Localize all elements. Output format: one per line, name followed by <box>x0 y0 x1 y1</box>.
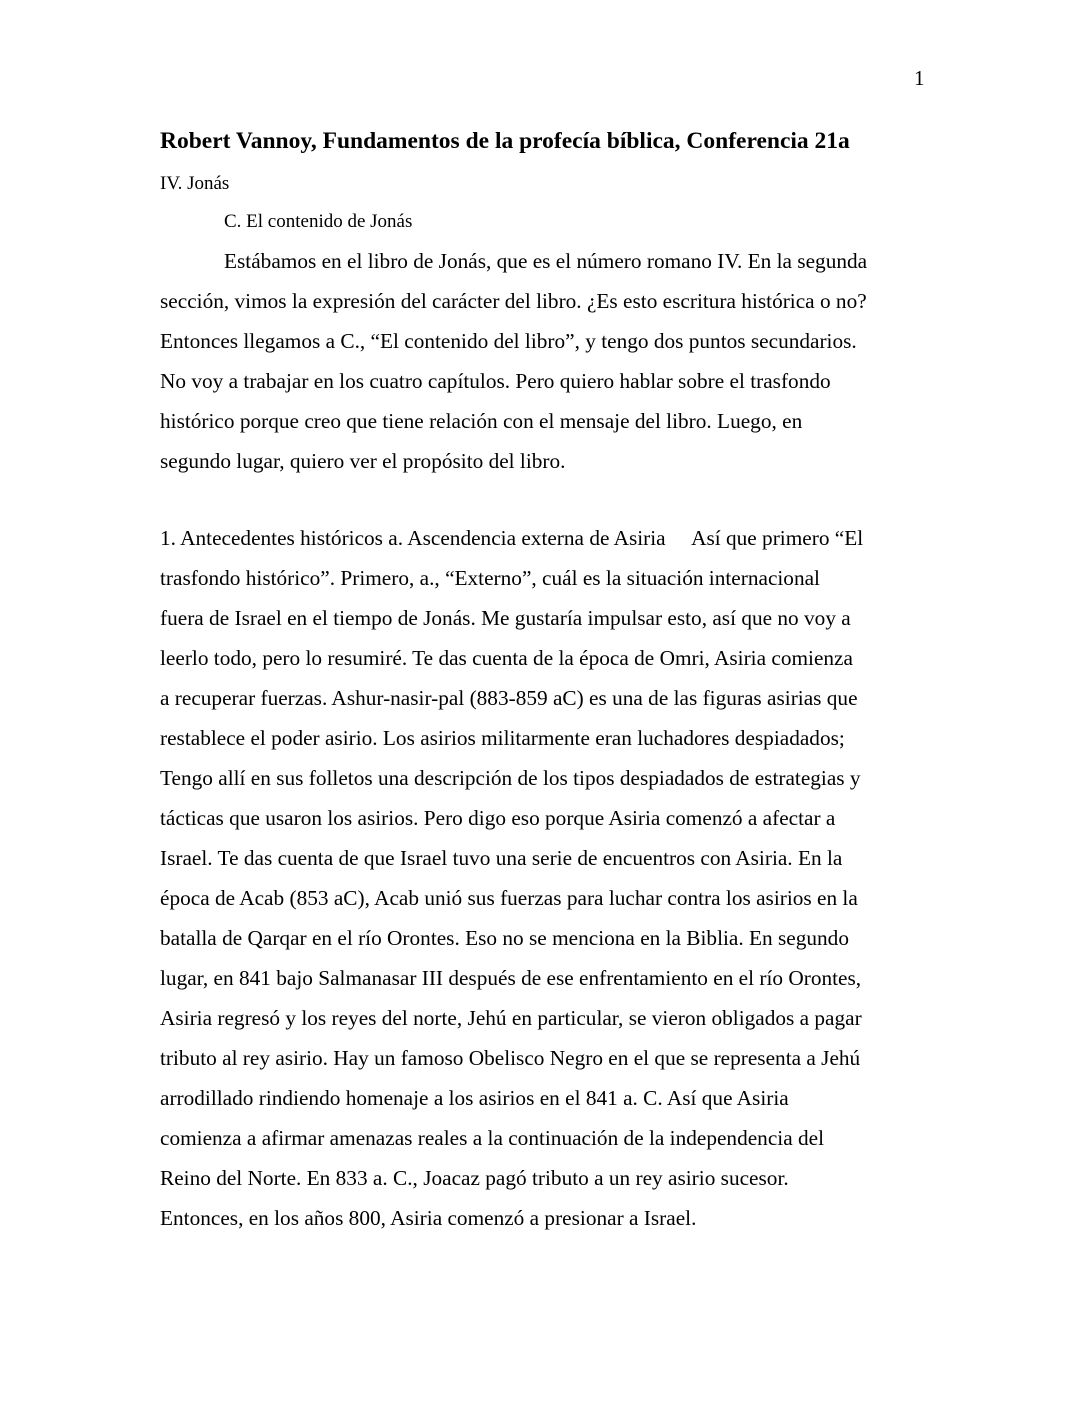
text-line: época de Acab (853 aC), Acab unió sus fuerzas para luchar contra los asirios en la <box>160 886 858 910</box>
text-line: Entonces, en los años 800, Asiria comenzó a presionar a Israel. <box>160 1206 697 1230</box>
text-line: tácticas que usaron los asirios. Pero digo eso porque Asiria comenzó a afectar a <box>160 806 836 830</box>
paragraph-historical-background <box>160 518 928 1238</box>
text-line: a recuperar fuerzas. Ashur-nasir-pal (883-859 aC) es una de las figuras asirias que <box>160 686 858 710</box>
text-line: 1. Antecedentes históricos a. Ascendencia externa de Asiria Así que primero “El <box>160 526 864 550</box>
text-line: Entonces llegamos a C., “El contenido del libro”, y tengo dos puntos secundarios. <box>160 329 857 353</box>
text-line: arrodillado rindiendo homenaje a los asirios en el 841 a. C. Así que Asiria <box>160 1086 789 1110</box>
section-heading: IV. Jonás <box>160 173 230 194</box>
text-line: fuera de Israel en el tiempo de Jonás. Me gustaría impulsar esto, así que no voy a <box>160 606 851 630</box>
text-line: sección, vimos la expresión del carácter del libro. ¿Es esto escritura histórica o no? <box>160 289 867 313</box>
text-line: Reino del Norte. En 833 a. C., Joacaz pagó tributo a un rey asirio sucesor. <box>160 1166 789 1190</box>
text-line: comienza a afirmar amenazas reales a la continuación de la independencia del <box>160 1126 824 1150</box>
text-line: No voy a trabajar en los cuatro capítulos. Pero quiero hablar sobre el trasfondo <box>160 369 831 393</box>
text-line: Estábamos en el libro de Jonás, que es el número romano IV. En la segunda <box>224 249 868 273</box>
text-line: segundo lugar, quiero ver el propósito del libro. <box>160 449 566 473</box>
text-line: histórico porque creo que tiene relación con el mensaje del libro. Luego, en <box>160 409 803 433</box>
text-line: trasfondo histórico”. Primero, a., “Externo”, cuál es la situación internacional <box>160 566 820 590</box>
document-title: Robert Vannoy, Fundamentos de la profecía bíblica, Conferencia 21a <box>160 128 850 154</box>
text-line: tributo al rey asirio. Hay un famoso Obelisco Negro en el que se representa a Jehú <box>160 1046 861 1070</box>
text-line: lugar, en 841 bajo Salmanasar III después de ese enfrentamiento en el río Orontes, <box>160 966 862 990</box>
page-number: 1 <box>914 66 925 90</box>
text-line: Asiria regresó y los reyes del norte, Jehú en particular, se vieron obligados a pagar <box>160 1006 862 1030</box>
text-line: batalla de Qarqar en el río Orontes. Eso no se menciona en la Biblia. En segundo <box>160 926 849 950</box>
paragraph-intro <box>160 241 928 481</box>
text-line: restablece el poder asirio. Los asirios militarmente eran luchadores despiadados; <box>160 726 845 750</box>
text-line: Israel. Te das cuenta de que Israel tuvo una serie de encuentros con Asiria. En la <box>160 846 843 870</box>
text-line: Tengo allí en sus folletos una descripción de los tipos despiadados de estrategias y <box>160 766 861 790</box>
subsection-heading: C. El contenido de Jonás <box>224 211 413 232</box>
text-line: leerlo todo, pero lo resumiré. Te das cuenta de la época de Omri, Asiria comienza <box>160 646 853 670</box>
